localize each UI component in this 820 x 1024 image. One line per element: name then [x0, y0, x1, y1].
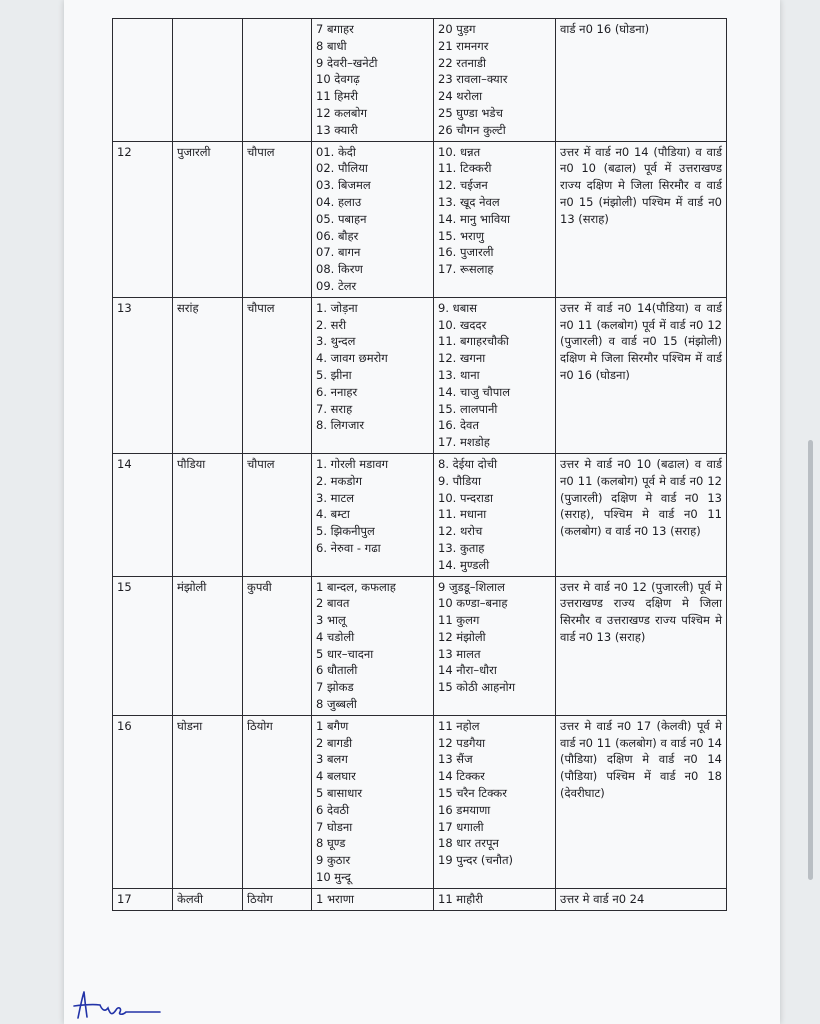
ward-table: [112, 18, 727, 911]
village-item: 6 धौताली: [316, 663, 358, 678]
village-item: 3. माटल: [316, 490, 355, 505]
scrollbar[interactable]: [808, 440, 813, 880]
village-item: 14 नौरा–धौरा: [438, 663, 497, 678]
boundary-cell: उत्तर में वार्ड न0 14(पौडिया) व वार्ड न0 11 (कलबोग) पूर्व में वार्ड न0 12 (पुजारली) व वार्ड न0 15 (मंझोली) दक्षिण मे जिला सिरमौर पश्चिम में वार्ड न0 16 (घोडना): [556, 297, 727, 453]
village-list-cell: [434, 576, 556, 715]
village-item: 11 कुलग: [438, 613, 480, 628]
ward-number-cell: 12: [113, 141, 173, 297]
village-list: [438, 579, 551, 697]
village-item: 14. मानु भाविया: [438, 211, 510, 226]
village-item: 3 भालू: [316, 613, 346, 628]
signature: [70, 990, 170, 1020]
ward-number-cell: 14: [113, 453, 173, 576]
village-item: 6. नेरुवा - गढा: [316, 540, 381, 555]
ward-name-cell: मंझोली: [173, 576, 243, 715]
village-item: 13. खूद नेवल: [438, 194, 500, 209]
block-cell: चौपाल: [243, 141, 312, 297]
table-body: [113, 19, 727, 911]
village-item: 16 डमयाणा: [438, 802, 491, 817]
village-list: [438, 21, 551, 139]
village-item: 3 बलग: [316, 752, 348, 767]
village-item: 4 बलघार: [316, 769, 356, 784]
village-list-cell: [312, 453, 434, 576]
village-list-cell: [312, 888, 434, 910]
village-item: 17. मशडोह: [438, 435, 490, 450]
ward-number-cell: 15: [113, 576, 173, 715]
village-item: 9 कुठार: [316, 853, 351, 868]
village-item: 16. पुजारली: [438, 245, 494, 260]
village-list-cell: [312, 141, 434, 297]
village-item: 9. पौडिया: [438, 473, 481, 488]
village-item: 12 पडगैया: [438, 735, 486, 750]
ward-name-cell: सरांह: [173, 297, 243, 453]
village-item: 15. लालपानी: [438, 401, 498, 416]
village-item: 8. देईया दोची: [438, 456, 498, 471]
village-list: [438, 144, 551, 278]
table-row: [113, 453, 727, 576]
village-list: [316, 891, 429, 908]
village-item: 14. मुण्डली: [438, 557, 490, 572]
village-item: 01. केदी: [316, 144, 356, 159]
village-item: 07. बागन: [316, 245, 361, 260]
village-item: 13. थाना: [438, 367, 480, 382]
village-item: 09. टेलर: [316, 278, 357, 293]
block-cell: ठियोग: [243, 888, 312, 910]
village-item: 12. चईजन: [438, 178, 488, 193]
village-item: 2. सरी: [316, 317, 347, 332]
village-item: 10. खददर: [438, 317, 487, 332]
village-item: 13 मालत: [438, 646, 481, 661]
village-item: 11 हिमरी: [316, 89, 358, 104]
table-row: [113, 715, 727, 888]
village-list-cell: [312, 19, 434, 142]
village-list-cell: [434, 888, 556, 910]
table-row: [113, 297, 727, 453]
village-item: 10. पन्दराडा: [438, 490, 493, 505]
village-item: 5 धार–चादना: [316, 646, 374, 661]
ward-name-cell: पुजारली: [173, 141, 243, 297]
table-row: [113, 576, 727, 715]
village-item: 9 जुडडू–शिलाल: [438, 579, 505, 594]
block-cell: चौपाल: [243, 297, 312, 453]
village-list-cell: [434, 141, 556, 297]
village-list-cell: [434, 715, 556, 888]
village-item: 08. किरण: [316, 262, 363, 277]
village-list-cell: [312, 715, 434, 888]
village-item: 2. मकडोग: [316, 473, 362, 488]
boundary-cell: उत्तर मे वार्ड न0 24: [556, 888, 727, 910]
village-item: 24 थरोला: [438, 89, 483, 104]
village-item: 10. धन्नत: [438, 144, 481, 159]
village-item: 4. बम्टा: [316, 507, 350, 522]
village-list-cell: [434, 19, 556, 142]
village-list: [438, 300, 551, 451]
village-item: 22 रतनाडी: [438, 55, 487, 70]
village-item: 1 बगैण: [316, 718, 349, 733]
village-item: 5 बासाधार: [316, 786, 363, 801]
village-item: 10 मुन्दू: [316, 870, 351, 885]
village-item: 14. चाजु चौपाल: [438, 384, 511, 399]
ward-name-cell: पौडिया: [173, 453, 243, 576]
village-item: 21 रामनगर: [438, 38, 489, 53]
block-cell: कुपवी: [243, 576, 312, 715]
block-cell: [243, 19, 312, 142]
ward-number-cell: 13: [113, 297, 173, 453]
village-item: 12. थरोच: [438, 524, 483, 539]
village-item: 17 धगाली: [438, 819, 484, 834]
ward-number-cell: 16: [113, 715, 173, 888]
village-list-cell: [312, 576, 434, 715]
village-item: 11. बगाहरचौकी: [438, 334, 509, 349]
village-item: 10 देवगढ़: [316, 72, 360, 87]
village-item: 4 चडोली: [316, 629, 355, 644]
village-list: [316, 718, 429, 886]
village-item: 20 पुड़ग: [438, 22, 476, 36]
village-item: 3. थुन्दल: [316, 334, 356, 349]
village-list: [316, 456, 429, 557]
village-item: 15 चरैन टिक्कर: [438, 786, 507, 801]
ward-number-cell: 17: [113, 888, 173, 910]
ward-number-cell: [113, 19, 173, 142]
village-item: 1 बान्दल, कफलाह: [316, 579, 396, 594]
village-item: 03. बिजमल: [316, 178, 371, 193]
village-item: 8 जुब्बली: [316, 697, 357, 712]
village-item: 13 क्यारी: [316, 122, 358, 137]
village-item: 9. धबास: [438, 300, 478, 315]
village-item: 2 बावत: [316, 596, 350, 611]
village-item: 11. मधाना: [438, 507, 487, 522]
boundary-cell: उत्तर मे वार्ड न0 10 (बढाल) व वार्ड न0 11 (कलबोग) पूर्व मे वार्ड न0 12 (पुजारली) दक्षिण मे वार्ड न0 13 (सराह), पश्चिम मे वार्ड न0 11 (कलबोग) व वार्ड न0 13 (सराह): [556, 453, 727, 576]
village-item: 7 घोडना: [316, 819, 353, 834]
village-item: 8. लिगजार: [316, 418, 365, 433]
village-item: 4. जावग छमरोग: [316, 351, 388, 366]
village-item: 12 कलबोग: [316, 105, 367, 120]
village-list: [438, 718, 551, 869]
village-item: 6. ननाहर: [316, 384, 358, 399]
village-item: 13 सैंज: [438, 752, 473, 767]
village-item: 04. हलाउ: [316, 194, 362, 209]
village-item: 23 रावला–क्यार: [438, 72, 508, 87]
village-item: 5. झिकनीपुल: [316, 524, 375, 539]
village-list: [316, 300, 429, 434]
village-item: 14 टिक्कर: [438, 769, 485, 784]
village-item: 1 भराणा: [316, 891, 355, 906]
village-item: 25 घुण्डा भडेच: [438, 105, 503, 120]
village-list-cell: [434, 297, 556, 453]
ward-name-cell: केलवी: [173, 888, 243, 910]
village-list: [316, 21, 429, 139]
village-item: 1. गोरली मडावग: [316, 456, 389, 471]
village-item: 2 बागडी: [316, 735, 353, 750]
village-item: 7 झोकड: [316, 680, 354, 695]
ward-name-cell: [173, 19, 243, 142]
boundary-cell: उत्तर मे वार्ड न0 12 (पुजारली) पूर्व मे उत्तराखण्ड राज्य दक्षिण मे जिला सिरमौर व उत्तराखण्ड राज्य पश्चिम मे वार्ड न0 13 (सराह): [556, 576, 727, 715]
boundary-cell: उत्तर मे वार्ड न0 17 (केलवी) पूर्व मे वार्ड न0 11 (कलबोग) व वार्ड न0 14 (पौडिया) दक्षिण मे वार्ड न0 14 (पौडिया) पश्चिम में वार्ड न0 18 (देवरीघाट): [556, 715, 727, 888]
table-row: [113, 19, 727, 142]
village-item: 15. भराणु: [438, 228, 485, 243]
village-item: 11. टिक्करी: [438, 161, 492, 176]
village-list: [438, 891, 551, 908]
village-list: [438, 456, 551, 574]
village-item: 10 कण्डा–बनाह: [438, 596, 508, 611]
block-cell: ठियोग: [243, 715, 312, 888]
village-item: 17. रूसलाह: [438, 262, 494, 277]
village-item: 12. खगना: [438, 351, 486, 366]
boundary-cell: उत्तर में वार्ड न0 14 (पौडिया) व वार्ड न0 10 (बढाल) पूर्व में उत्तराखण्ड राज्य दक्षिण मे जिला सिरमौर व वार्ड न0 15 (मंझोली) पश्चिम में वार्ड न0 13 (सराह): [556, 141, 727, 297]
village-item: 9 देवरी–खनेटी: [316, 55, 378, 70]
village-item: 16. देवत: [438, 418, 479, 433]
village-list-cell: [312, 297, 434, 453]
ward-name-cell: घोडना: [173, 715, 243, 888]
village-list: [316, 579, 429, 713]
village-item: 02. पौलिया: [316, 161, 368, 176]
village-item: 7 बगाहर: [316, 22, 354, 36]
village-item: 18 धार तरपून: [438, 836, 499, 851]
village-item: 12 मंझोली: [438, 629, 486, 644]
village-item: 5. झीना: [316, 367, 352, 382]
block-cell: चौपाल: [243, 453, 312, 576]
village-item: 7. सराह: [316, 401, 353, 416]
village-item: 1. जोड़ना: [316, 300, 358, 315]
table-row: [113, 888, 727, 910]
village-item: 11 नहोल: [438, 718, 480, 733]
table-row: [113, 141, 727, 297]
village-item: 06. बौहर: [316, 228, 359, 243]
village-item: 11 माहौरी: [438, 891, 483, 906]
village-list: [316, 144, 429, 295]
village-item: 8 बाधी: [316, 38, 347, 53]
village-item: 26 चौगन कुल्टी: [438, 122, 506, 137]
boundary-cell: वार्ड न0 16 (घोडना): [556, 19, 727, 142]
village-item: 05. पबाहन: [316, 211, 367, 226]
village-item: 13. कुताह: [438, 540, 485, 555]
village-item: 15 कोठी आहनोग: [438, 680, 516, 695]
village-list-cell: [434, 453, 556, 576]
village-item: 19 पुन्दर (चनौत): [438, 853, 514, 868]
village-item: 6 देवठी: [316, 802, 350, 817]
village-item: 8 घूण्ड: [316, 836, 346, 851]
